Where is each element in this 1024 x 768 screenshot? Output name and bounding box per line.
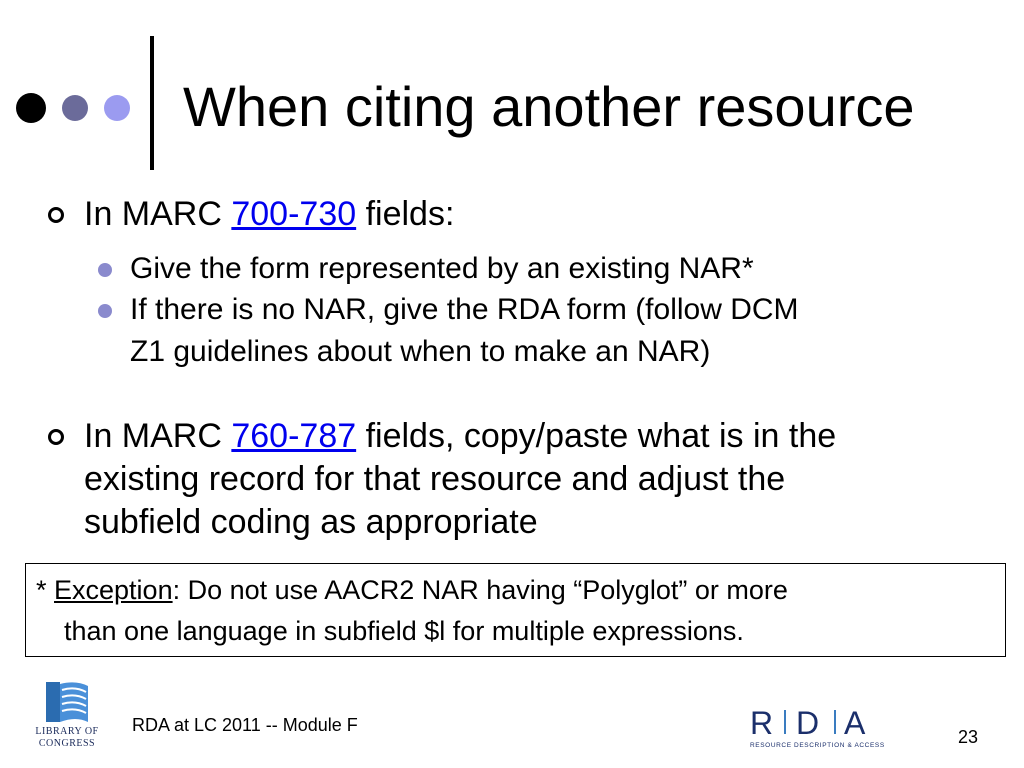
exception-note-line-1: * Exception: Do not use AACR2 NAR having “Polyglot” or more [36,575,788,605]
slide-title: When citing another resource [183,75,915,138]
rda-tagline: RESOURCE DESCRIPTION & ACCESS [750,742,885,749]
rda-logo-icon [748,704,898,750]
marc-700-730-link[interactable]: 700-730 [231,195,357,233]
footer-module-label: RDA at LC 2011 -- Module F [132,715,358,735]
rda-letter-a: A [844,705,866,741]
filled-bullet-icon [98,263,112,277]
filled-bullet-icon [98,304,112,318]
sub-bullet-2-line-1: If there is no NAR, give the RDA form (follow DCM [130,293,799,326]
marc-760-787-link[interactable]: 760-787 [231,417,357,455]
title-decoration-dots [16,93,136,123]
page-number: 23 [958,727,979,747]
bullet-1-text: In MARC 700-730 fields: [84,195,455,233]
exception-note-line-2: than one language in subfield $l for multiple expressions. [64,616,744,646]
bullet-2-line-1: In MARC 760-787 fields, copy/paste what is in the [84,417,837,455]
rda-separator [834,710,836,734]
rda-letter-d: D [796,705,820,741]
hollow-bullet-icon [48,429,64,445]
bullet-2-line-3: subfield coding as appropriate [84,503,538,541]
bullet-2-line-2: existing record for that resource and adjust the [84,460,786,498]
dot-light-icon [104,95,130,121]
exception-note-box [25,563,1006,657]
rda-separator [784,710,786,734]
dot-mid-icon [62,95,88,121]
sub-bullet-1-text: Give the form represented by an existing NAR* [130,252,754,285]
exception-label: Exception [54,575,173,605]
rda-letter-r: R [750,705,774,741]
sub-bullet-2-line-2: Z1 guidelines about when to make an NAR) [130,335,711,368]
library-of-congress-wordmark: LIBRARY OF CONGRESS [35,726,99,749]
title-divider [150,36,154,170]
dot-dark-icon [16,93,46,123]
hollow-bullet-icon [48,207,64,223]
